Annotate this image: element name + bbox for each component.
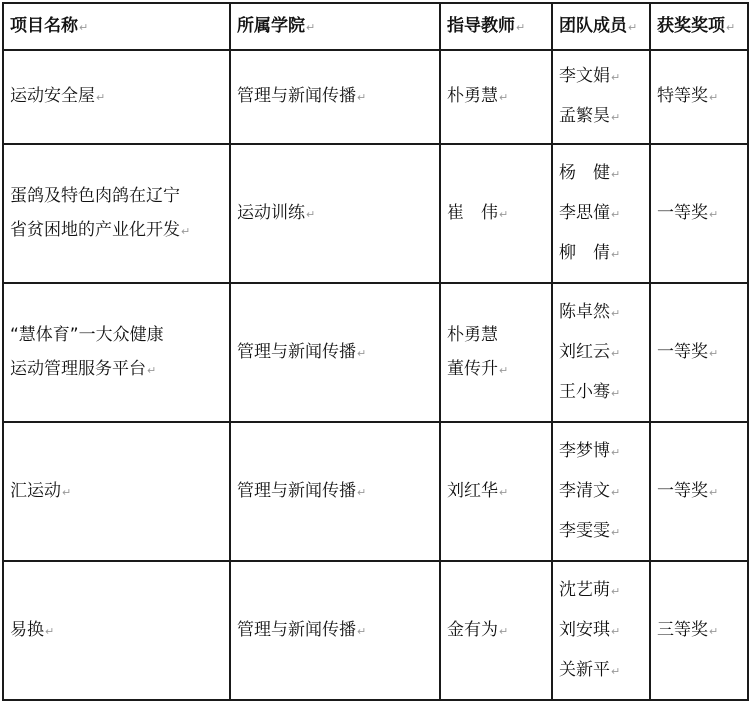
member-name: 陈卓然↵ <box>559 301 621 322</box>
project-line: 蛋鸽及特色肉鸽在辽宁 <box>10 185 180 206</box>
member-name: 李梦博↵ <box>559 440 621 461</box>
advisor-name: 朴勇慧 <box>447 324 498 345</box>
project-line: “慧体育”一大众健康 <box>10 324 164 345</box>
members-cell <box>552 283 650 422</box>
college-cell: 运动训练↵ <box>230 144 440 283</box>
college-cell: 管理与新闻传播↵ <box>230 422 440 561</box>
header-row <box>3 3 748 50</box>
member-name: 柳 倩↵ <box>559 242 621 263</box>
member-name: 杨 健↵ <box>559 162 621 183</box>
member-name: 刘红云↵ <box>559 341 621 362</box>
member-name: 李思僮↵ <box>559 202 621 223</box>
award-cell: 特等奖↵ <box>650 50 748 144</box>
advisor-cell: 刘红华↵ <box>440 422 552 561</box>
member-name: 刘安琪↵ <box>559 619 621 640</box>
project-cell: 汇运动↵ <box>3 422 230 561</box>
header-award: 获奖奖项↵ <box>650 3 748 50</box>
project-line: 运动管理服务平台↵ <box>10 358 157 379</box>
header-advisor: 指导教师↵ <box>440 3 552 50</box>
table-row <box>3 561 748 700</box>
member-name: 李文娟↵ <box>559 66 621 86</box>
members-cell <box>552 561 650 700</box>
award-cell: 三等奖↵ <box>650 561 748 700</box>
members-cell <box>552 422 650 561</box>
header-project: 项目名称↵ <box>3 3 230 50</box>
table-row <box>3 144 748 283</box>
member-name: 王小骞↵ <box>559 381 621 402</box>
member-name: 沈艺萌↵ <box>559 579 621 600</box>
award-cell: 一等奖↵ <box>650 422 748 561</box>
advisor-cell <box>440 283 552 422</box>
project-cell: 运动安全屋↵ <box>3 50 230 144</box>
project-line: 省贫困地的产业化开发↵ <box>10 219 191 240</box>
member-name: 李清文↵ <box>559 480 621 501</box>
award-cell: 一等奖↵ <box>650 144 748 283</box>
project-cell <box>3 283 230 422</box>
member-name: 关新平↵ <box>559 659 621 680</box>
college-cell: 管理与新闻传播↵ <box>230 283 440 422</box>
project-cell <box>3 144 230 283</box>
table-row <box>3 50 748 144</box>
members-cell <box>552 50 650 144</box>
award-cell: 一等奖↵ <box>650 283 748 422</box>
awards-table <box>2 2 749 701</box>
members-cell <box>552 144 650 283</box>
table-row <box>3 422 748 561</box>
advisor-cell: 金有为↵ <box>440 561 552 700</box>
college-cell: 管理与新闻传播↵ <box>230 561 440 700</box>
member-name: 孟繁昊↵ <box>559 106 621 126</box>
project-cell: 易换↵ <box>3 561 230 700</box>
header-college: 所属学院↵ <box>230 3 440 50</box>
advisor-name: 董传升↵ <box>447 358 509 379</box>
advisor-cell: 崔 伟↵ <box>440 144 552 283</box>
advisor-cell: 朴勇慧↵ <box>440 50 552 144</box>
header-members: 团队成员↵ <box>552 3 650 50</box>
table-row <box>3 283 748 422</box>
college-cell: 管理与新闻传播↵ <box>230 50 440 144</box>
member-name: 李雯雯↵ <box>559 520 621 541</box>
